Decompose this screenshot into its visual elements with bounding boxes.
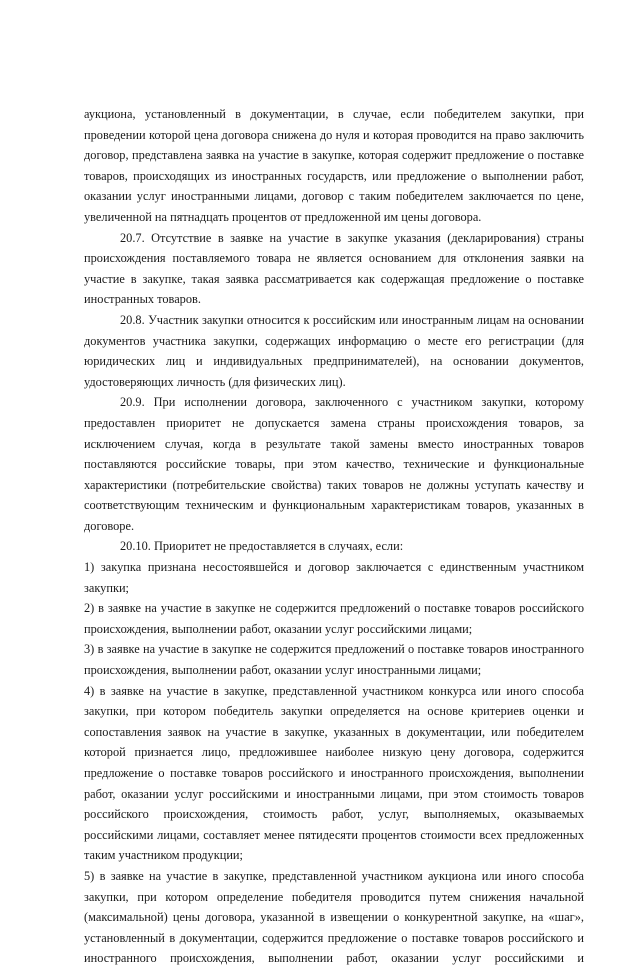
paragraph-20-7: 20.7. Отсутствие в заявке на участие в закупке указания (декларирования) страны происхождения поставляемого товара не является основанием для отклонения заявки на участие в закупке, такая заявка рассматривается как содержащая предложение о поставке иностранных товаров.: [84, 230, 584, 307]
list-item-2: 2) в заявке на участие в закупке не содержится предложений о поставке товаров российского происхождения, выполнении работ, оказании услуг российскими лицами;: [84, 601, 584, 636]
list-item-3: 3) в заявке на участие в закупке не содержится предложений о поставке товаров иностранного происхождения, выполнении работ, оказании услуг иностранными лицами;: [84, 642, 584, 678]
paragraph-continuation: аукциона, установленный в документации, в случае, если победителем закупки, при проведении которой цена договора снижена до нуля и которая проводится на право заключить договор, представлена заявка на участие в закупке, которая содержит предложение о поставке товаров, происходящих из иностранных государств, или предложение о выполнении работ, оказании услуг иностранными лицами, договор с таким победителем заключается по цене, увеличенной на пятнадцать процентов от предложенной им цены договора.: [84, 107, 584, 224]
paragraph-20-9: 20.9. При исполнении договора, заключенного с участником закупки, которому предоставлен приоритет не допускается замена страны происхождения товаров, за исключением случая, когда в результате такой замены вместо иностранных товаров поставляются российские товары, при этом качество, технические и функциональные характеристики (потребительские свойства) таких товаров не должны уступать качеству и соответствующим техническим и функциональным характеристикам товаров, указанных в договоре.: [84, 395, 584, 533]
list-item-5: 5) в заявке на участие в закупке, представленной участником аукциона или иного способа закупки, при котором определение победителя проводится путем снижения начальной (максимальной) цены договора, указанной в извещении о конкурентной закупке, на «шаг», установленный в документации, содержится предложение о поставке товаров российского и иностранного происхождения, выполнении работ, оказании услуг российскими и: [84, 868, 584, 966]
paragraph-20-10: 20.10. Приоритет не предоставляется в случаях, если:: [120, 539, 404, 554]
paragraph-20-8: 20.8. Участник закупки относится к российским или иностранным лицам на основании документов участника закупки, содержащих информацию о месте его регистрации (для юридических лиц и индивидуальных предпринимателей), на основании документов, удостоверяющих личность (для физических лиц).: [84, 312, 584, 389]
list-item-1: 1) закупка признана несостоявшейся и договор заключается с единственным участником закупки;: [84, 560, 584, 595]
list-item-4: 4) в заявке на участие в закупке, представленной участником конкурса или иного способа закупки, при котором победитель закупки определяется на основе критериев оценки и сопоставления заявок на участие в закупке, указанных в документации, или победителем которой признается лицо, предложившее наиболее низкую цену договора, содержится предложение о поставке товаров российского и иностранного происхождения, выполнении работ, оказании услуг российскими и иностранными лицами, при этом стоимость товаров российского происхождения, стоимость работ, услуг, выполняемых, оказываемых российскими лицами, составляет менее пятидесяти процентов стоимости всех предложенных таким участником продукции;: [84, 683, 584, 863]
